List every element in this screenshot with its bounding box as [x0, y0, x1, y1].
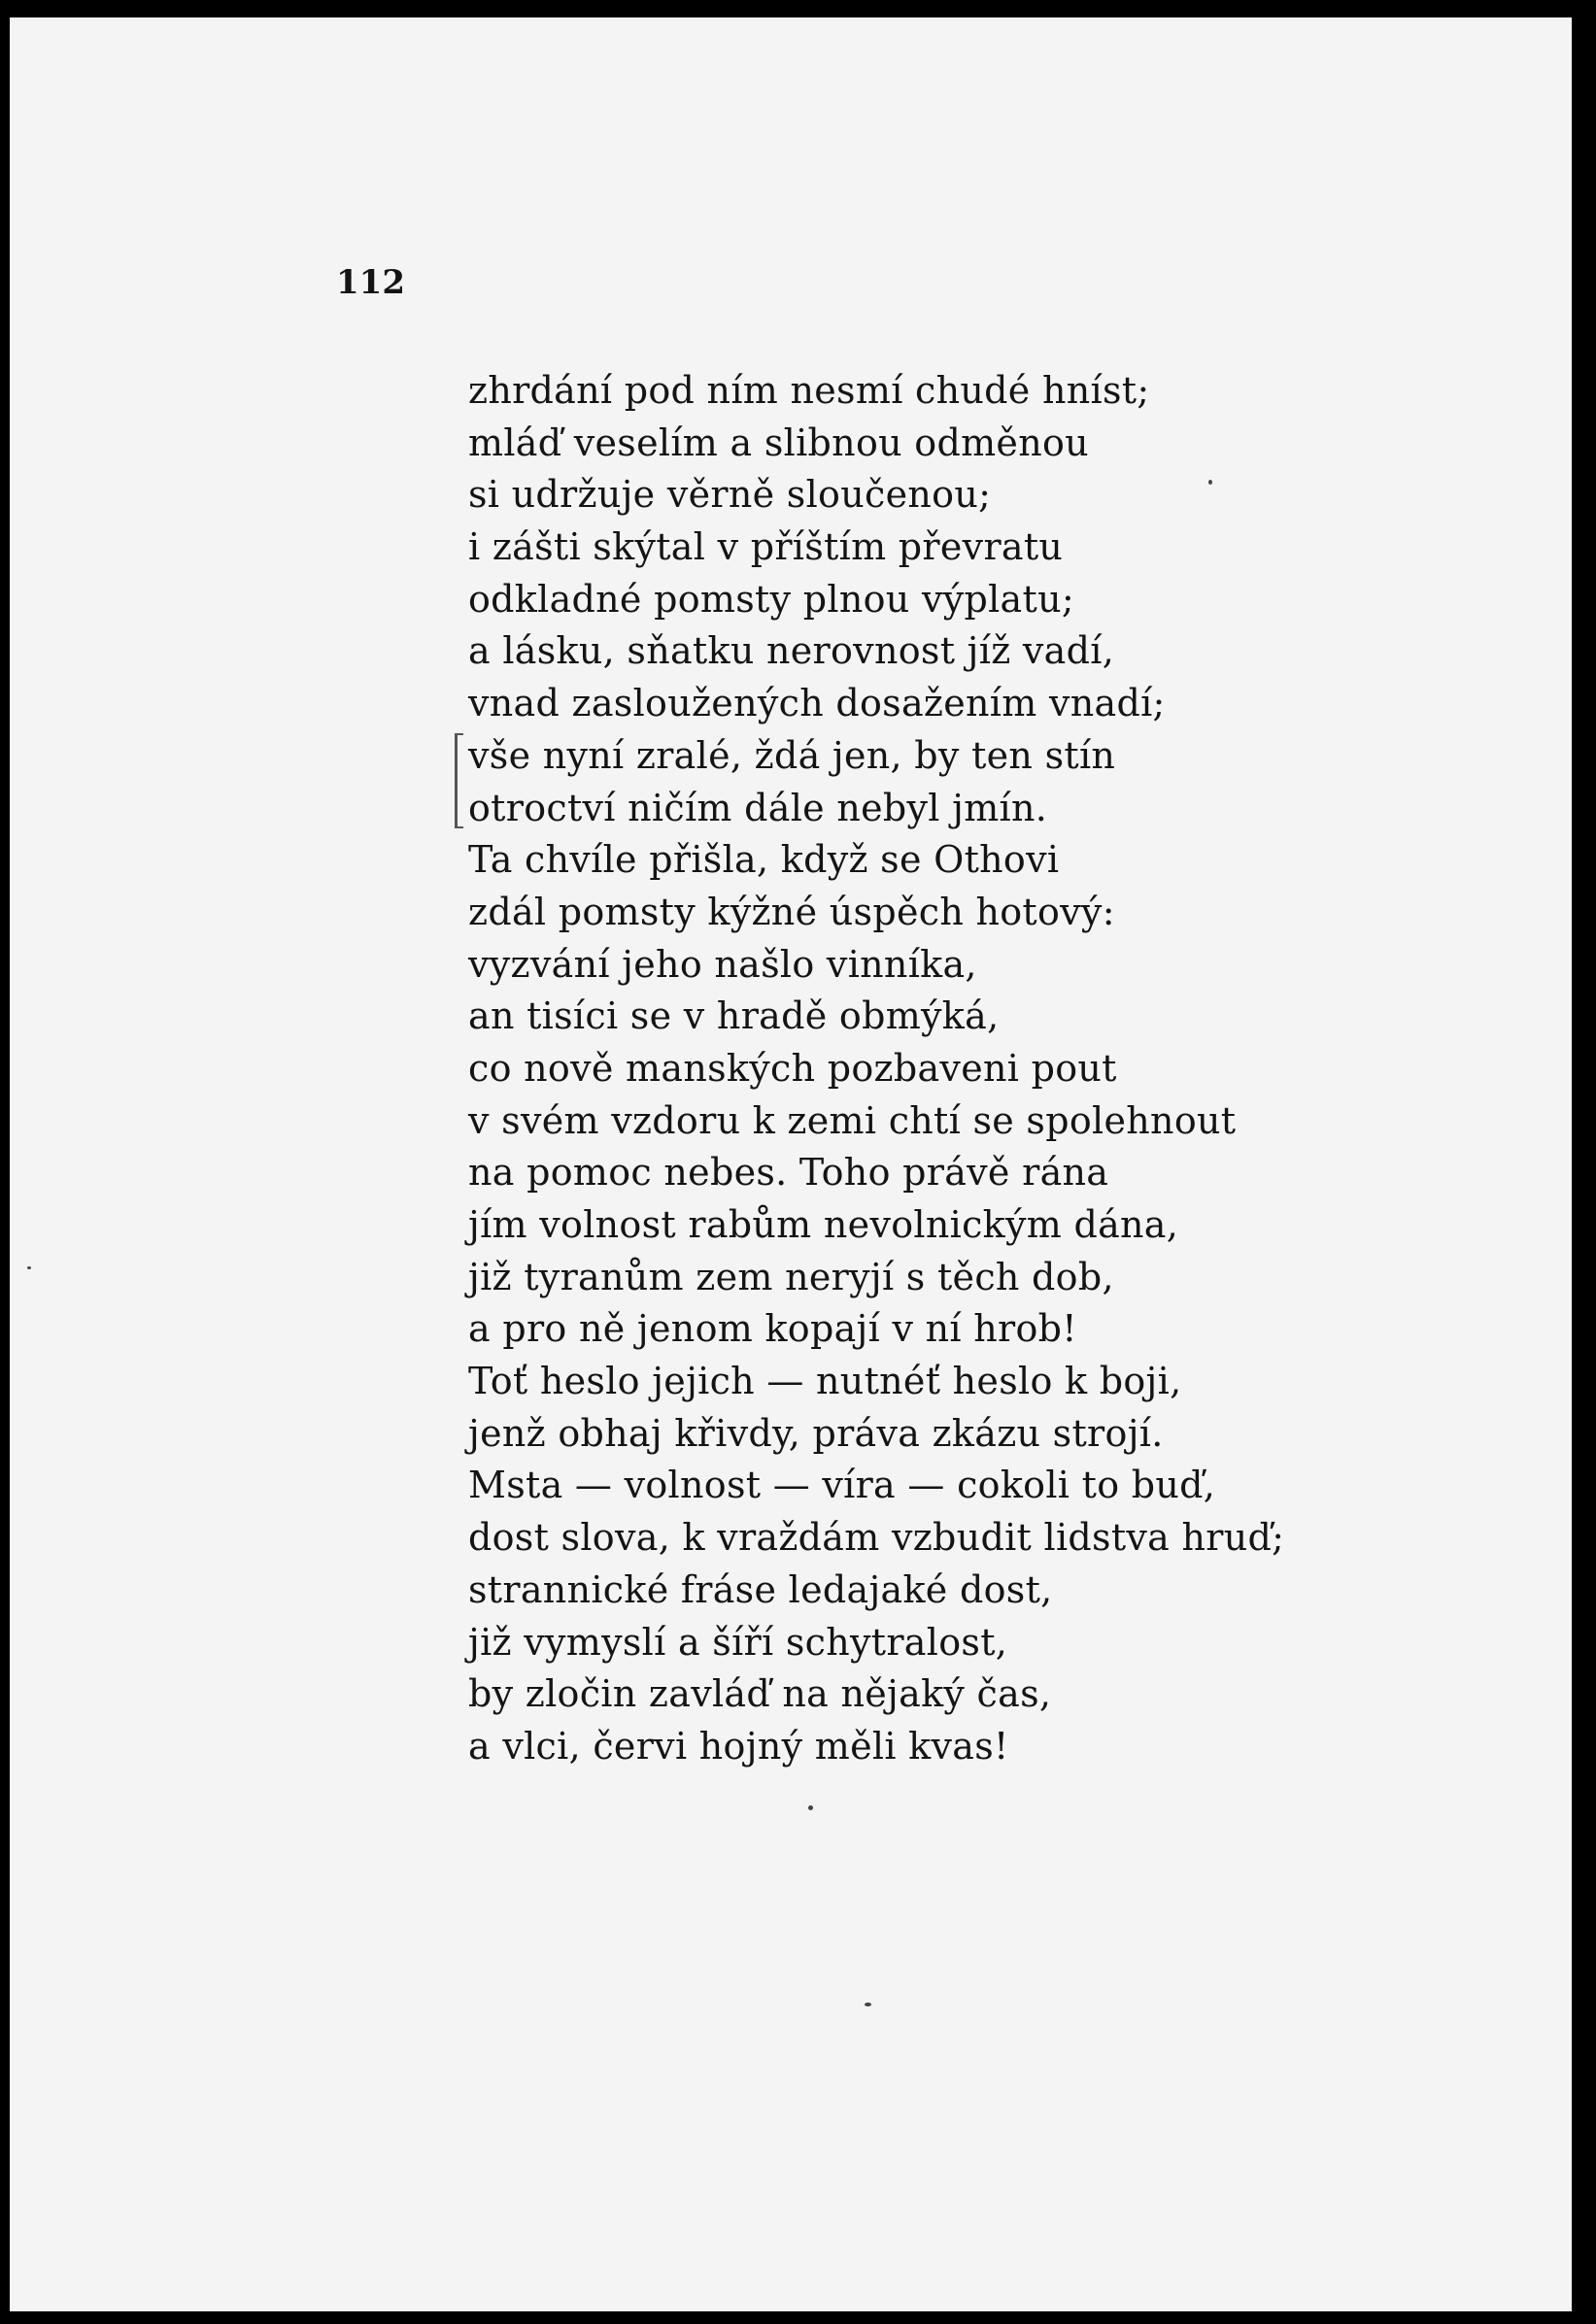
poem-line: si udržuje věrně sloučenou; [468, 473, 992, 517]
poem-line: Msta — volnost — víra — cokoli to buď, [468, 1464, 1216, 1507]
margin-bracket-mark [455, 733, 463, 828]
poem-line: co nově manských pozbaveni pout [468, 1046, 1117, 1090]
ink-speck [808, 1805, 813, 1810]
poem-line: vnad zasloužených dosažením vnadí; [468, 682, 1166, 725]
poem-line: již tyranům zem neryjí s těch dob, [468, 1255, 1114, 1298]
poem-line: Ta chvíle přišla, když se Othovi [468, 838, 1060, 882]
poem-line: již vymyslí a šíří schytralost, [468, 1620, 1008, 1664]
poem-line: vše nyní zralé, ždá jen, by ten stín [468, 733, 1116, 777]
poem-line: i zášti skýtal v příštím převratu [468, 525, 1064, 569]
page-number: 112 [336, 263, 405, 302]
poem-line: vyzvání jeho našlo vinníka, [468, 942, 977, 986]
poem-line: zdál pomsty kýžné úspěch hotový: [468, 890, 1115, 933]
poem-line: na pomoc nebes. Toho právě rána [468, 1151, 1109, 1195]
poem-line: an tisíci se v hradě obmýká, [468, 994, 1000, 1038]
poem-line: a pro ně jenom kopají v ní hrob! [468, 1307, 1077, 1351]
poem-line: Toť heslo jejich — nutnéť heslo k boji, [468, 1360, 1182, 1403]
ink-speck [1208, 480, 1212, 485]
poem-line: jím volnost rabům nevolnickým dána, [468, 1203, 1179, 1246]
poem-line: jenž obhaj křivdy, práva zkázu strojí. [468, 1411, 1164, 1455]
poem-line: a lásku, sňatku nerovnost jíž vadí, [468, 629, 1115, 673]
book-page [10, 17, 1572, 2311]
poem-line: mláď veselím a slibnou odměnou [468, 421, 1089, 464]
poem-text [468, 365, 1284, 1773]
poem-line: otroctví ničím dále nebyl jmín. [468, 786, 1048, 829]
ink-speck [27, 1266, 31, 1269]
poem-line: a vlci, červi hojný měli kvas! [468, 1724, 1009, 1768]
poem-line: v svém vzdoru k zemi chtí se spolehnout [468, 1098, 1237, 1142]
poem-line: zhrdání pod ním nesmí chudé hníst; [468, 369, 1150, 412]
poem-line: odkladné pomsty plnou výplatu; [468, 577, 1074, 621]
poem-line: dost slova, k vraždám vzbudit lidstva hruď; [468, 1516, 1285, 1560]
poem-line: by zločin zavláď na nějaký čas, [468, 1672, 1052, 1716]
poem-line: strannické fráse ledajaké dost, [468, 1567, 1053, 1611]
ink-speck [865, 2003, 871, 2006]
